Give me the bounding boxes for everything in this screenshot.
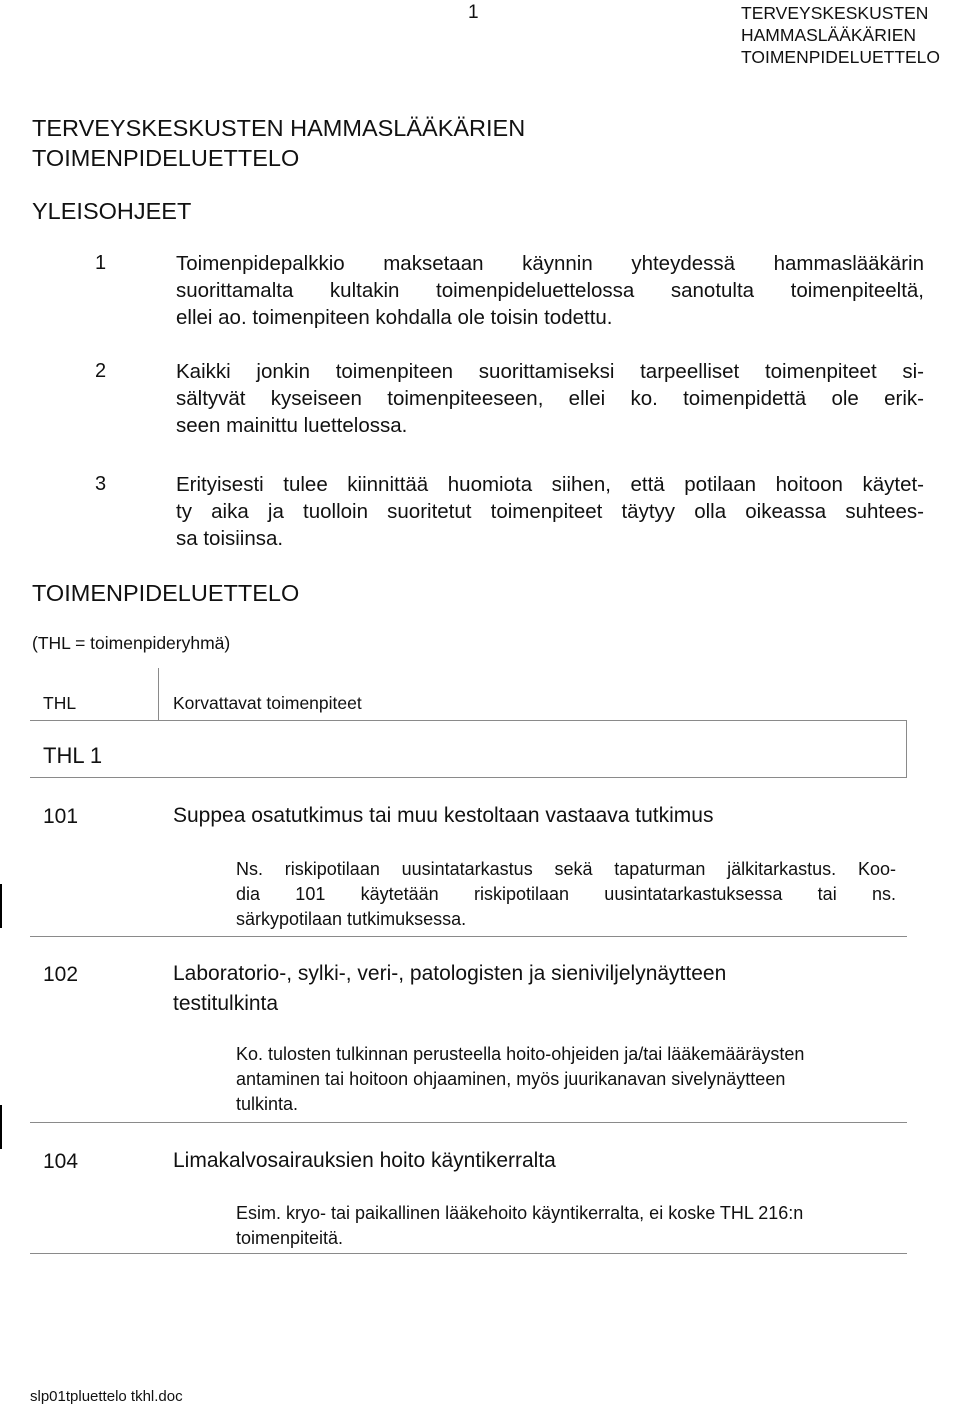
- rule-text: [176, 250, 924, 331]
- procedure-note-line: särkypotilaan tutkimuksessa.: [236, 909, 467, 929]
- table-rule: [30, 936, 907, 937]
- footer-filename: slp01tpluettelo tkhl.doc: [30, 1388, 183, 1405]
- procedure-note-line: toimenpiteitä.: [236, 1228, 344, 1248]
- rule-number: 1: [95, 252, 107, 274]
- rule-line: Kaikki jonkin toimenpiteen suorittamiseksi tarpeelliset toimenpiteet si-: [176, 360, 924, 383]
- page-number: 1: [468, 2, 479, 23]
- procedure-note-line: antaminen tai hoitoon ohjaaminen, myös juurikanavan sivelynäytteen: [236, 1069, 786, 1089]
- document-title: [32, 113, 525, 173]
- procedure-code: 102: [43, 963, 79, 986]
- procedure-title-line: Suppea osatutkimus tai muu kestoltaan vastaava tutkimus: [173, 804, 714, 827]
- column-header-thl: THL: [43, 693, 77, 713]
- procedure-title: [173, 959, 893, 1019]
- column-divider: [158, 668, 159, 720]
- table-rule: [30, 720, 907, 721]
- running-header: [741, 2, 940, 68]
- running-header-line: TERVEYSKESKUSTEN: [741, 3, 929, 23]
- procedure-list-heading: TOIMENPIDELUETTELO: [32, 580, 300, 606]
- running-header-line: TOIMENPIDELUETTELO: [741, 47, 941, 67]
- procedure-title-line: Limakalvosairauksien hoito käyntikerralta: [173, 1149, 556, 1172]
- rule-line: sa toisiinsa.: [176, 527, 284, 550]
- table-rule: [30, 1253, 907, 1254]
- rule-line: suorittamalta kultakin toimenpideluettelossa sanotulta toimenpiteeltä,: [176, 279, 924, 302]
- table-rule: [30, 1122, 907, 1123]
- procedure-note-line: Ko. tulosten tulkinnan perusteella hoito-ohjeiden ja/tai lääkemääräysten: [236, 1044, 805, 1064]
- procedure-title: [173, 801, 893, 831]
- rule-number: 2: [95, 360, 107, 382]
- change-bar: [0, 1105, 2, 1149]
- general-instructions-heading: YLEISOHJEET: [32, 198, 192, 224]
- procedure-note: [236, 1201, 896, 1251]
- rule-line: sältyvät kyseiseen toimenpiteeseen, ellei ko. toimenpidettä ole erik-: [176, 387, 924, 410]
- procedure-note: [236, 1042, 896, 1117]
- rule-line: seen mainittu luettelossa.: [176, 414, 408, 437]
- procedure-title-line: testitulkinta: [173, 992, 279, 1015]
- procedure-note-line: tulkinta.: [236, 1094, 299, 1114]
- rule-line: ty aika ja tuolloin suoritetut toimenpiteet täytyy olla oikeassa suhtees-: [176, 500, 924, 523]
- table-rule: [30, 777, 907, 778]
- rule-line: Toimenpidepalkkio maksetaan käynnin yhteydessä hammaslääkärin: [176, 252, 924, 275]
- document-title-line: TERVEYSKESKUSTEN HAMMASLÄÄKÄRIEN: [32, 115, 526, 141]
- procedure-code: 104: [43, 1150, 79, 1173]
- change-bar: [0, 884, 2, 928]
- legend: (THL = toimenpideryhmä): [32, 633, 231, 653]
- procedure-note-line: Esim. kryo- tai paikallinen lääkehoito käyntikerralta, ei koske THL 216:n: [236, 1203, 804, 1223]
- procedure-note: [236, 857, 896, 932]
- group-label: THL 1: [43, 743, 103, 768]
- column-header-procedures: Korvattavat toimenpiteet: [173, 693, 362, 713]
- rule-line: Erityisesti tulee kiinnittää huomiota siihen, että potilaan hoitoon käytet-: [176, 473, 924, 496]
- table-rule: [906, 720, 907, 778]
- procedure-title-line: Laboratorio-, sylki-, veri-, patologisten ja sieniviljelynäytteen: [173, 962, 727, 985]
- rule-text: [176, 471, 924, 552]
- rule-line: ellei ao. toimenpiteen kohdalla ole toisin todettu.: [176, 306, 613, 329]
- rule-number: 3: [95, 473, 107, 495]
- rule-text: [176, 358, 924, 439]
- procedure-code: 101: [43, 805, 79, 828]
- document-title-line: TOIMENPIDELUETTELO: [32, 145, 300, 171]
- procedure-note-line: Ns. riskipotilaan uusintatarkastus sekä tapaturman jälkitarkastus. Koo-: [236, 859, 896, 879]
- procedure-title: [173, 1146, 893, 1176]
- procedure-note-line: dia 101 käytetään riskipotilaan uusintatarkastuksessa tai ns.: [236, 884, 896, 904]
- running-header-line: HAMMASLÄÄKÄRIEN: [741, 25, 917, 45]
